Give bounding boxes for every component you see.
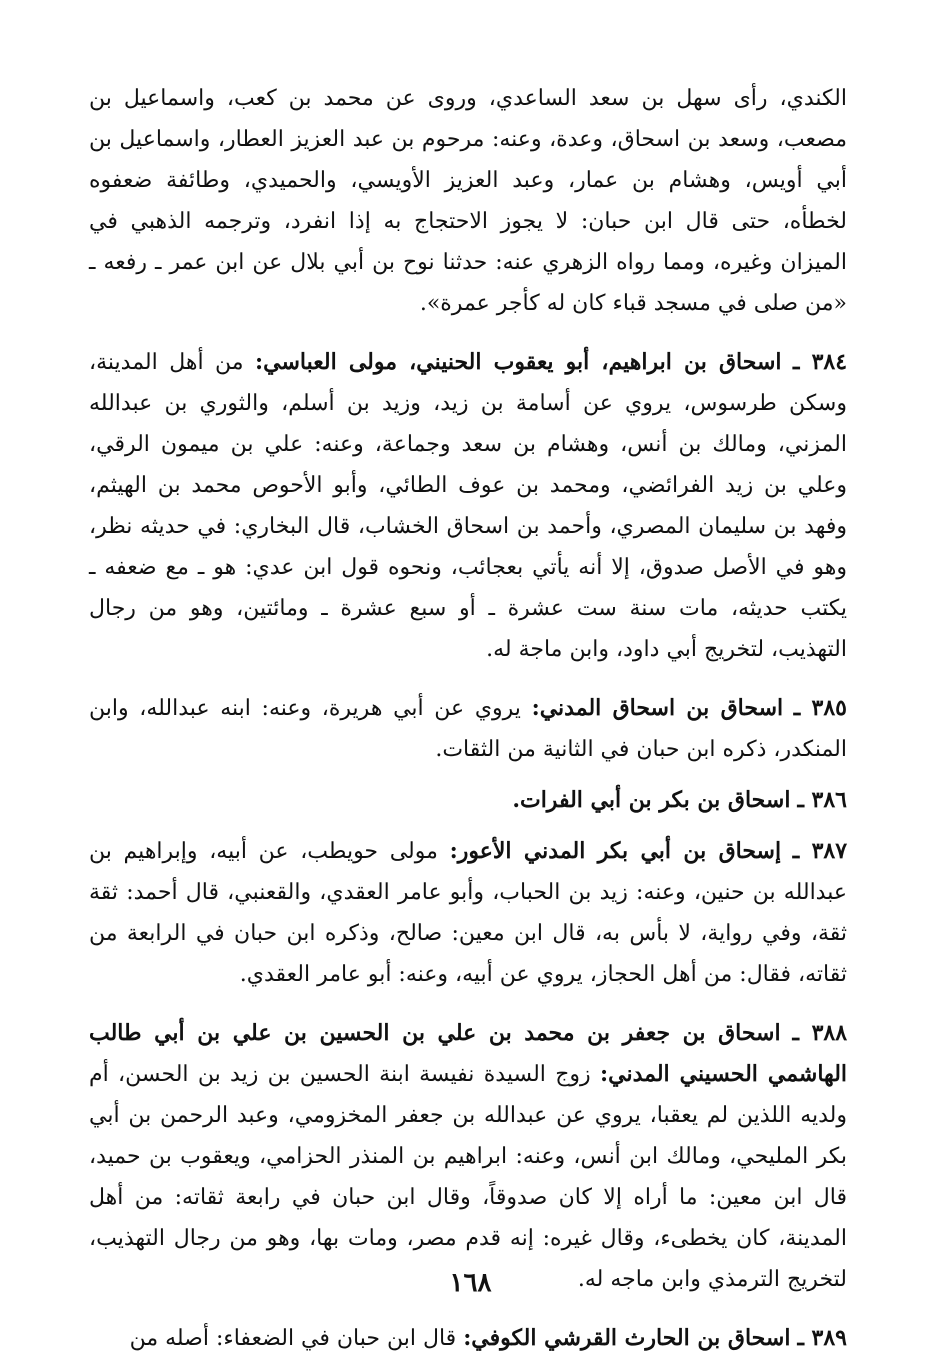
entry-heading: اسحاق بن بكر بن أبي الفرات. [512,787,791,813]
intro-paragraph: الكندي، رأى سهل بن سعد الساعدي، وروى عن محمد بن كعب، واسماعيل بن مصعب، وسعد بن اسحاق، وعدة، وعنه: مرحوم بن عبد العزيز العطار، واسماعيل بن أبي أويس، وهشام بن عمار، وعبد العزيز الأويسي، والحميدي، وطائفة ضعفوه لخطأه، حتى قال ابن حبان: لا يجوز الاحتجاج به إذا انفرد، وترجمه الذهبي في الميزان وغيره، ومما رواه الزهري عنه: حدثنا نوح بن أبي بلال عن ابن عمر ـ رفعه ـ «من صلى في مسجد قباء كان له كأجر عمرة». [89,86,847,316]
entry-number: ٣٨٧ ـ [792,838,848,864]
entry-heading: إسحاق بن أبي بكر المدني الأعور: [449,838,782,864]
entry-387 [89,831,847,995]
entry-heading: اسحاق بن ابراهيم، أبو يعقوب الحنيني، مولى العباسي: [255,349,782,375]
entry-text: يروي عن أبي هريرة، وعنه: ابنه عبدالله، وابن المنكدر، ذكره ابن حبان في الثانية من الثقات. [89,696,847,762]
entry-386 [89,780,847,821]
entry-text: زوج السيدة نفيسة ابنة الحسين بن زيد بن الحسن، أم ولديه اللذين لم يعقبا، يروي عن عبدالله بن جعفر المخزومي، وعبد الرحمن بن أبي بكر المليحي، ومالك ابن أنس، وعنه: ابراهيم بن المنذر الحزامي، ويعقوب بن حميد، قال ابن معين: ما أراه إلا كان صدوقاً، وقال ابن حبان في رابعة ثقاته: من أهل المدينة، كان يخطىء، وقال غيره: إنه قدم مصر، ومات بها، وهو من رجال التهذيب، لتخريج الترمذي وابن ماجه له. [89,1062,847,1292]
entry-heading: اسحاق بن جعفر بن محمد بن علي بن الحسين بن علي بن أبي طالب الهاشمي الحسيني المدني: [89,1020,848,1087]
entry-number: ٣٨٨ ـ [792,1020,848,1046]
entry-389 [89,1318,847,1359]
entry-text: من أهل المدينة، وسكن طرسوس، يروي عن أسامة بن زيد، وزيد بن أسلم، والثوري بن عبدالله المزني، ومالك بن أنس، وهشام بن سعد وجماعة، وعنه: علي بن ميمون الرقي، وعلي بن زيد الفرائضي، ومحمد بن عوف الطائي، وأبو الأحوص محمد بن الهيثم، وفهد بن سليمان المصري، وأحمد بن اسحاق الخشاب، قال البخاري: في حديثه نظر، وهو في الأصل صدوق، إلا أنه يأتي بعجائب، ونحوه قول ابن عدي: هو ـ مع ضعفه ـ يكتب حديثه، مات سنة ست عشرة ـ أو سبع عشرة ـ ومائتين، وهو من رجال التهذيب، لتخريج أبي داود، وابن ماجة له. [89,350,847,662]
entry-384 [89,342,847,670]
entry-text: قال ابن حبان في الضعفاء: أصله من [129,1326,457,1351]
entry-388 [89,1013,847,1300]
entry-number: ٣٨٩ ـ [797,1325,847,1351]
page-number: ١٦٨ [449,1268,492,1298]
entry-number: ٣٨٥ ـ [793,695,847,721]
entry-number: ٣٨٦ ـ [797,787,847,813]
entry-385 [89,688,847,770]
entry-number: ٣٨٤ ـ [792,349,848,375]
entry-heading: اسحاق بن الحارث القرشي الكوفي: [463,1325,791,1351]
entry-text: مولى حويطب، عن أبيه، وإبراهيم بن عبدالله بن حنين، وعنه: زيد بن الحباب، وأبو عامر العقدي، والقعنبي، قال أحمد: ثقة ثقة، وفي رواية، لا بأس به، قال ابن معين: صالح، وذكره ابن حبان في الرابعة من ثقاته، فقال: من أهل الحجاز، يروي عن أبيه، وعنه: أبو عامر العقدي. [89,839,847,987]
entry-heading: اسحاق بن اسحاق المدني: [531,695,784,721]
page-body [89,78,847,1359]
